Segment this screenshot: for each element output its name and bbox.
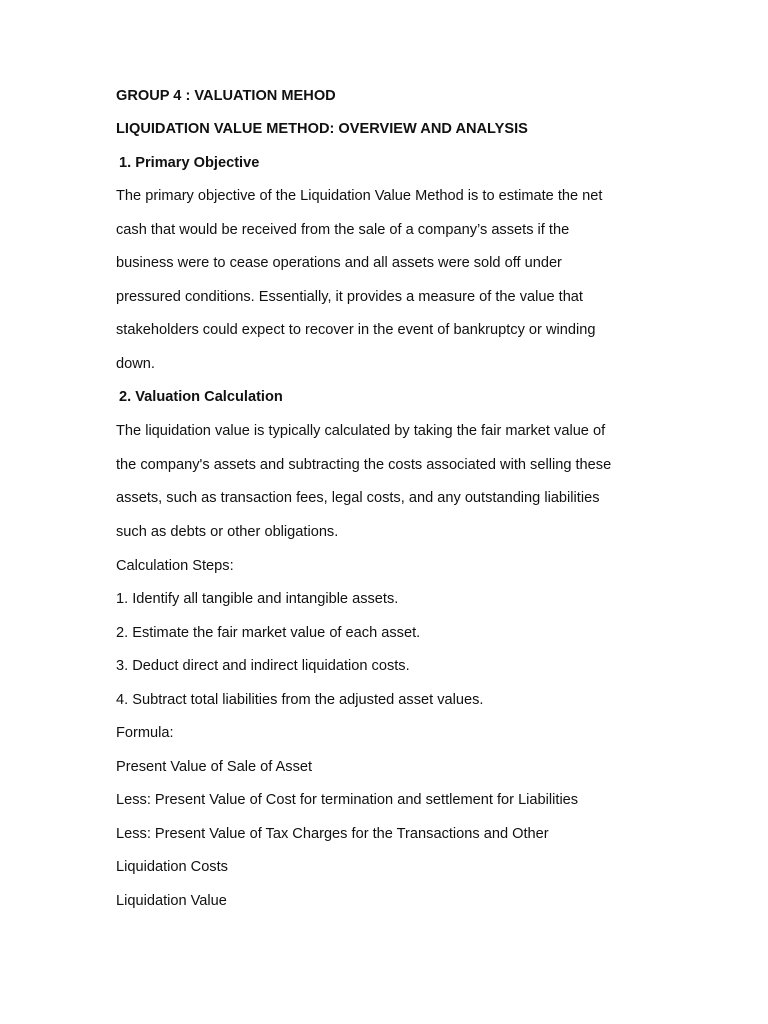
section-1-line-5: stakeholders could expect to recover in the event of bankruptcy or winding: [116, 322, 596, 338]
formula-line-4: Liquidation Costs: [116, 859, 228, 875]
formula-line-3: Less: Present Value of Tax Charges for the Transactions and Other: [116, 826, 549, 842]
formula-label: Formula:: [116, 725, 174, 741]
section-2-heading: 2. Valuation Calculation: [119, 389, 283, 405]
section-1-line-2: cash that would be received from the sale of a company’s assets if the: [116, 222, 570, 238]
section-2-line-2: the company's assets and subtracting the costs associated with selling these: [116, 457, 612, 473]
main-heading: LIQUIDATION VALUE METHOD: OVERVIEW AND ANALYSIS: [116, 121, 528, 137]
section-1-line-6: down.: [116, 356, 155, 372]
formula-line-1: Present Value of Sale of Asset: [116, 759, 313, 775]
calculation-steps-label: Calculation Steps:: [116, 558, 234, 574]
calculation-step-2: 2. Estimate the fair market value of each asset.: [116, 625, 421, 641]
calculation-step-1: 1. Identify all tangible and intangible assets.: [116, 591, 399, 607]
calculation-step-3: 3. Deduct direct and indirect liquidation costs.: [116, 658, 410, 674]
calculation-step-4: 4. Subtract total liabilities from the adjusted asset values.: [116, 692, 484, 708]
formula-line-2: Less: Present Value of Cost for termination and settlement for Liabilities: [116, 792, 579, 808]
section-1-heading: 1. Primary Objective: [119, 155, 260, 171]
section-2-line-3: assets, such as transaction fees, legal costs, and any outstanding liabilities: [116, 490, 600, 506]
formula-line-5: Liquidation Value: [116, 893, 227, 909]
section-2-line-1: The liquidation value is typically calculated by taking the fair market value of: [116, 423, 606, 439]
section-1-line-3: business were to cease operations and all assets were sold off under: [116, 255, 562, 271]
group-heading: GROUP 4 : VALUATION MEHOD: [116, 88, 336, 104]
section-1-line-1: The primary objective of the Liquidation Value Method is to estimate the net: [116, 188, 603, 204]
section-1-line-4: pressured conditions. Essentially, it provides a measure of the value that: [116, 289, 583, 305]
section-2-line-4: such as debts or other obligations.: [116, 524, 339, 540]
